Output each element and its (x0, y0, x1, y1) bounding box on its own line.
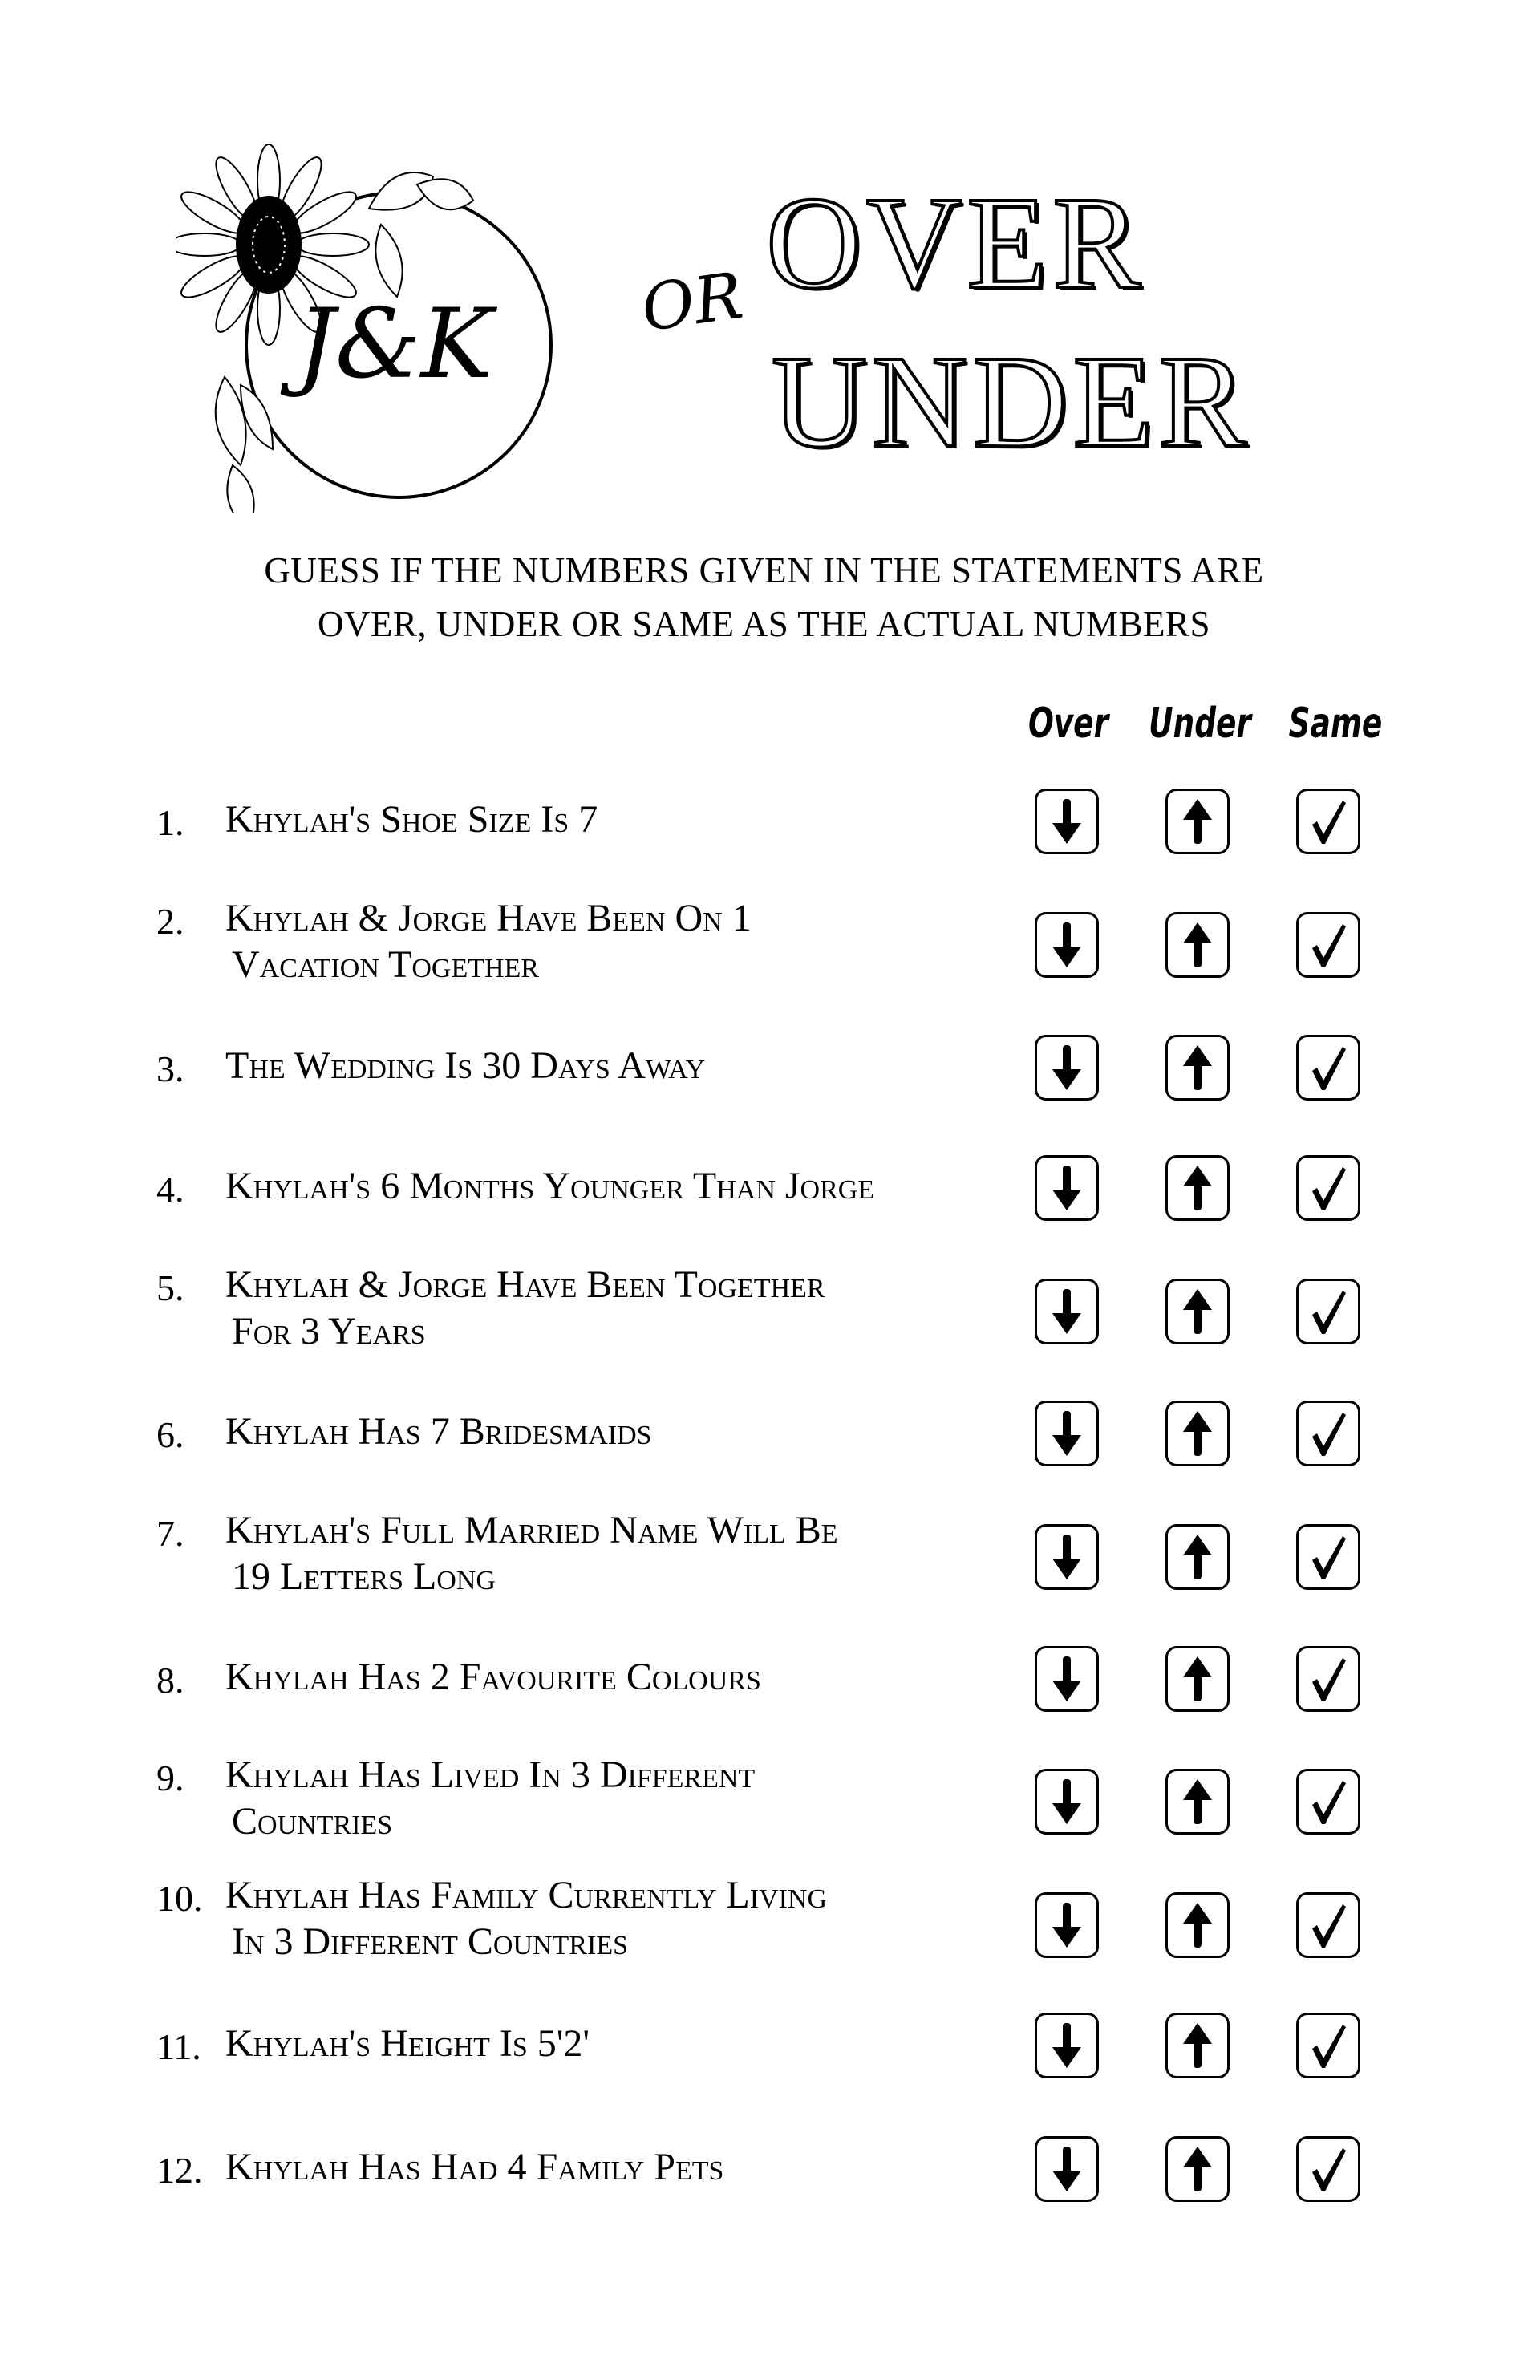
under-checkbox[interactable] (1165, 1035, 1230, 1101)
title-over: OVER (766, 169, 1146, 316)
statement-number: 3. (156, 1048, 184, 1089)
statement-number: 6. (156, 1414, 184, 1455)
statement-text (225, 1163, 995, 1210)
under-checkbox[interactable] (1165, 1155, 1230, 1221)
statement-row (0, 2001, 1540, 2090)
statement-number: 5. (156, 1267, 184, 1308)
statement-text (225, 1262, 995, 1355)
statement-row (0, 2125, 1540, 2213)
statement-line-1: The Wedding Is 30 Days Away (225, 1044, 706, 1087)
title-under: UNDER (772, 328, 1252, 475)
statement-row (0, 777, 1540, 866)
column-header-under: Under (1149, 699, 1251, 748)
statement-line-1: Khylah Has Family Currently Living (225, 1874, 828, 1916)
arrow-down-icon (1046, 2020, 1088, 2071)
same-checkbox[interactable] (1296, 2136, 1360, 2202)
column-header-same: Same (1288, 699, 1383, 748)
same-checkbox[interactable] (1296, 912, 1360, 978)
checkmark-icon (1307, 1900, 1349, 1951)
statement-line-1: Khylah Has 2 Favourite Colours (225, 1656, 761, 1698)
checkmark-icon (1307, 1653, 1349, 1705)
arrow-down-icon (1046, 1900, 1088, 1951)
arrow-up-icon (1177, 1286, 1218, 1337)
statement-text (225, 895, 995, 988)
statement-row (0, 1509, 1540, 1601)
checkmark-icon (1307, 1776, 1349, 1827)
statement-row (0, 1635, 1540, 1723)
statement-line-1: Khylah Has 7 Bridesmaids (225, 1410, 652, 1453)
over-checkbox[interactable] (1035, 1524, 1099, 1590)
statement-line-2: 19 Letters Long (232, 1555, 496, 1598)
statement-line-2: For 3 Years (232, 1310, 426, 1352)
statement-line-1: Khylah's 6 Months Younger Than Jorge (225, 1165, 875, 1207)
arrow-up-icon (1177, 1653, 1218, 1705)
statement-number: 12. (156, 2150, 203, 2191)
arrow-down-icon (1046, 1653, 1088, 1705)
under-checkbox[interactable] (1165, 1401, 1230, 1466)
checkmark-icon (1307, 796, 1349, 847)
statement-row (0, 1754, 1540, 1846)
arrow-up-icon (1177, 1042, 1218, 1093)
over-checkbox[interactable] (1035, 1155, 1099, 1221)
checkmark-icon (1307, 1408, 1349, 1459)
sunflower-monogram-logo (176, 136, 578, 513)
same-checkbox[interactable] (1296, 1155, 1360, 1221)
same-checkbox[interactable] (1296, 2013, 1360, 2078)
monogram-text: J&K (296, 289, 493, 400)
over-checkbox[interactable] (1035, 1401, 1099, 1466)
checkmark-icon (1307, 2020, 1349, 2071)
statement-number: 8. (156, 1660, 184, 1701)
statement-number: 11. (156, 2026, 201, 2067)
under-checkbox[interactable] (1165, 789, 1230, 854)
under-checkbox[interactable] (1165, 1279, 1230, 1344)
statement-number: 9. (156, 1758, 184, 1798)
arrow-up-icon (1177, 919, 1218, 971)
statement-text (225, 1043, 995, 1089)
arrow-up-icon (1177, 796, 1218, 847)
statement-line-1: Khylah Has Lived In 3 Different (225, 1754, 756, 1796)
arrow-down-icon (1046, 1776, 1088, 1827)
over-checkbox[interactable] (1035, 912, 1099, 978)
statement-text (225, 1654, 995, 1701)
statement-line-1: Khylah's Height Is 5'2' (225, 2022, 590, 2065)
checkmark-icon (1307, 919, 1349, 971)
arrow-down-icon (1046, 796, 1088, 847)
statement-line-1: Khylah & Jorge Have Been On 1 (225, 897, 752, 939)
instructions-line-1: GUESS IF THE NUMBERS GIVEN IN THE STATEMENTS ARE (264, 550, 1264, 590)
statement-line-2: Vacation Together (232, 943, 539, 986)
statement-text (225, 2144, 995, 2191)
arrow-up-icon (1177, 1776, 1218, 1827)
checkmark-icon (1307, 1531, 1349, 1583)
statement-text (225, 797, 995, 843)
statement-line-2: Countries (232, 1800, 393, 1843)
arrow-down-icon (1046, 1162, 1088, 1214)
arrow-down-icon (1046, 1408, 1088, 1459)
under-checkbox[interactable] (1165, 1769, 1230, 1835)
statement-line-2: In 3 Different Countries (232, 1920, 629, 1963)
instructions-line-2: OVER, UNDER OR SAME AS THE ACTUAL NUMBERS (317, 604, 1211, 644)
arrow-up-icon (1177, 1408, 1218, 1459)
arrow-up-icon (1177, 2020, 1218, 2071)
statement-number: 1. (156, 802, 184, 843)
title-or: OR (637, 257, 748, 347)
checkmark-icon (1307, 1162, 1349, 1214)
arrow-up-icon (1177, 1162, 1218, 1214)
arrow-down-icon (1046, 1531, 1088, 1583)
statement-line-1: Khylah's Full Married Name Will Be (225, 1509, 838, 1551)
over-checkbox[interactable] (1035, 1035, 1099, 1101)
arrow-down-icon (1046, 2143, 1088, 2195)
arrow-down-icon (1046, 1286, 1088, 1337)
under-checkbox[interactable] (1165, 912, 1230, 978)
same-checkbox[interactable] (1296, 1279, 1360, 1344)
arrow-up-icon (1177, 1531, 1218, 1583)
statement-text (225, 1872, 995, 1965)
under-checkbox[interactable] (1165, 1646, 1230, 1712)
statement-text (225, 1507, 995, 1600)
checkmark-icon (1307, 2143, 1349, 2195)
same-checkbox[interactable] (1296, 1524, 1360, 1590)
statement-number: 10. (156, 1878, 203, 1919)
arrow-down-icon (1046, 1042, 1088, 1093)
checkmark-icon (1307, 1042, 1349, 1093)
under-checkbox[interactable] (1165, 1892, 1230, 1958)
over-checkbox[interactable] (1035, 1646, 1099, 1712)
over-checkbox[interactable] (1035, 1892, 1099, 1958)
statement-number: 7. (156, 1513, 184, 1554)
statement-row (0, 1874, 1540, 1969)
same-checkbox[interactable] (1296, 1646, 1360, 1712)
statement-row (0, 1263, 1540, 1356)
same-checkbox[interactable] (1296, 789, 1360, 854)
checkmark-icon (1307, 1286, 1349, 1337)
statement-line-1: Khylah Has Had 4 Family Pets (225, 2146, 724, 2188)
statement-number: 4. (156, 1169, 184, 1210)
statement-line-1: Khylah & Jorge Have Been Together (225, 1263, 825, 1306)
statement-line-1: Khylah's Shoe Size Is 7 (225, 798, 598, 841)
column-header-over: Over (1027, 699, 1109, 748)
statement-row (0, 1144, 1540, 1232)
statement-text (225, 1752, 995, 1845)
arrow-down-icon (1046, 919, 1088, 971)
over-checkbox[interactable] (1035, 1769, 1099, 1835)
under-checkbox[interactable] (1165, 2136, 1230, 2202)
under-checkbox[interactable] (1165, 2013, 1230, 2078)
arrow-up-icon (1177, 1900, 1218, 1951)
same-checkbox[interactable] (1296, 1769, 1360, 1835)
statement-row (0, 1389, 1540, 1478)
over-checkbox[interactable] (1035, 1279, 1099, 1344)
over-checkbox[interactable] (1035, 789, 1099, 854)
under-checkbox[interactable] (1165, 1524, 1230, 1590)
statement-text (225, 1409, 995, 1455)
statement-text (225, 2021, 995, 2067)
statement-number: 2. (156, 901, 184, 942)
same-checkbox[interactable] (1296, 1401, 1360, 1466)
arrow-up-icon (1177, 2143, 1218, 2195)
over-checkbox[interactable] (1035, 2013, 1099, 2078)
same-checkbox[interactable] (1296, 1892, 1360, 1958)
statement-row (0, 1024, 1540, 1112)
statement-row (0, 897, 1540, 989)
same-checkbox[interactable] (1296, 1035, 1360, 1101)
over-checkbox[interactable] (1035, 2136, 1099, 2202)
